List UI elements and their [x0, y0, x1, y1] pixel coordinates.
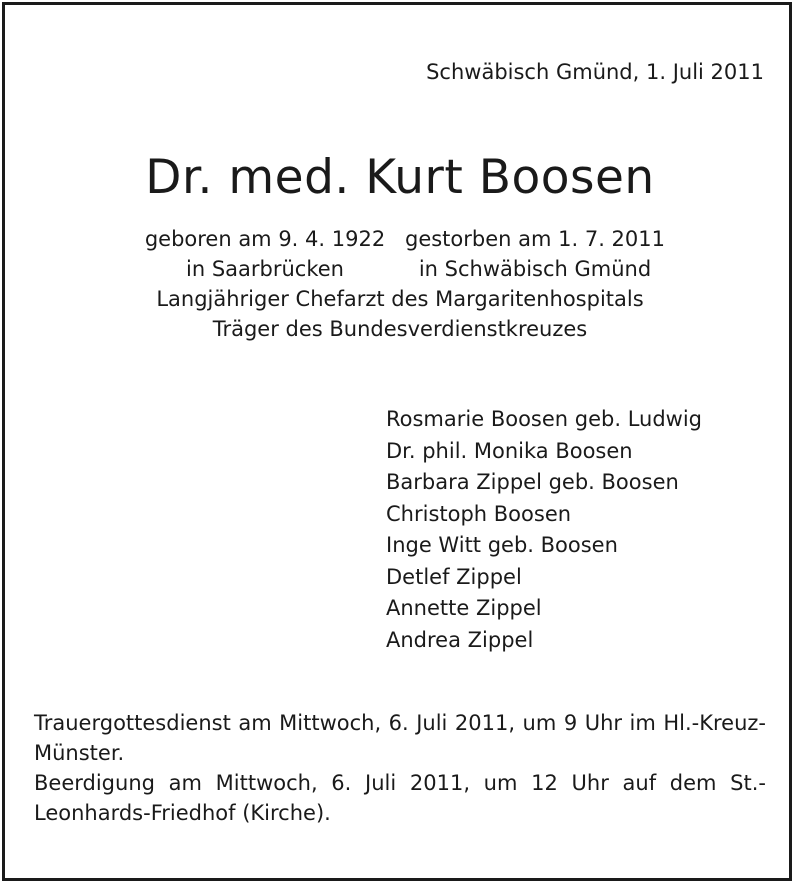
mourners-list	[386, 404, 702, 656]
mourner-name: Rosmarie Boosen geb. Ludwig	[386, 407, 703, 431]
place-and-date: Schwäbisch Gmünd, 1. Juli 2011	[426, 60, 764, 84]
vital-details	[0, 224, 800, 344]
death-date: gestorben am 1. 7. 2011	[404, 227, 665, 251]
honor-line: Träger des Bundesverdienstkreuzes	[212, 317, 588, 341]
places-row	[0, 254, 800, 284]
mourner-name: Christoph Boosen	[386, 501, 572, 526]
mourner-name: Andrea Zippel	[386, 627, 534, 652]
death-place: in Schwäbisch Gmünd	[418, 257, 652, 281]
mourner-name: Barbara Zippel geb. Boosen	[386, 470, 679, 494]
service-information	[34, 708, 766, 828]
dates-row	[0, 224, 800, 254]
mourner-name: Dr. phil. Monika Boosen	[386, 438, 633, 463]
mourner-name: Detlef Zippel	[386, 564, 522, 589]
burial-text: Beerdigung am Mittwoch, 6. Juli 2011, um 12 Uhr auf dem St.-Leonhards-Friedhof (Kirche).	[34, 771, 766, 825]
profession-line: Langjähriger Chefarzt des Margaritenhospitals	[156, 287, 644, 311]
birth-date: geboren am 9. 4. 1922	[144, 227, 386, 251]
memorial-service-text: Trauergottesdienst am Mittwoch, 6. Juli 2011, um 9 Uhr im Hl.-Kreuz-Münster.	[34, 711, 766, 765]
mourner-name: Inge Witt geb. Boosen	[386, 533, 618, 557]
deceased-name: Dr. med. Kurt Boosen	[145, 150, 655, 205]
mourner-name: Annette Zippel	[386, 596, 542, 620]
birth-place: in Saarbrücken	[186, 257, 344, 281]
